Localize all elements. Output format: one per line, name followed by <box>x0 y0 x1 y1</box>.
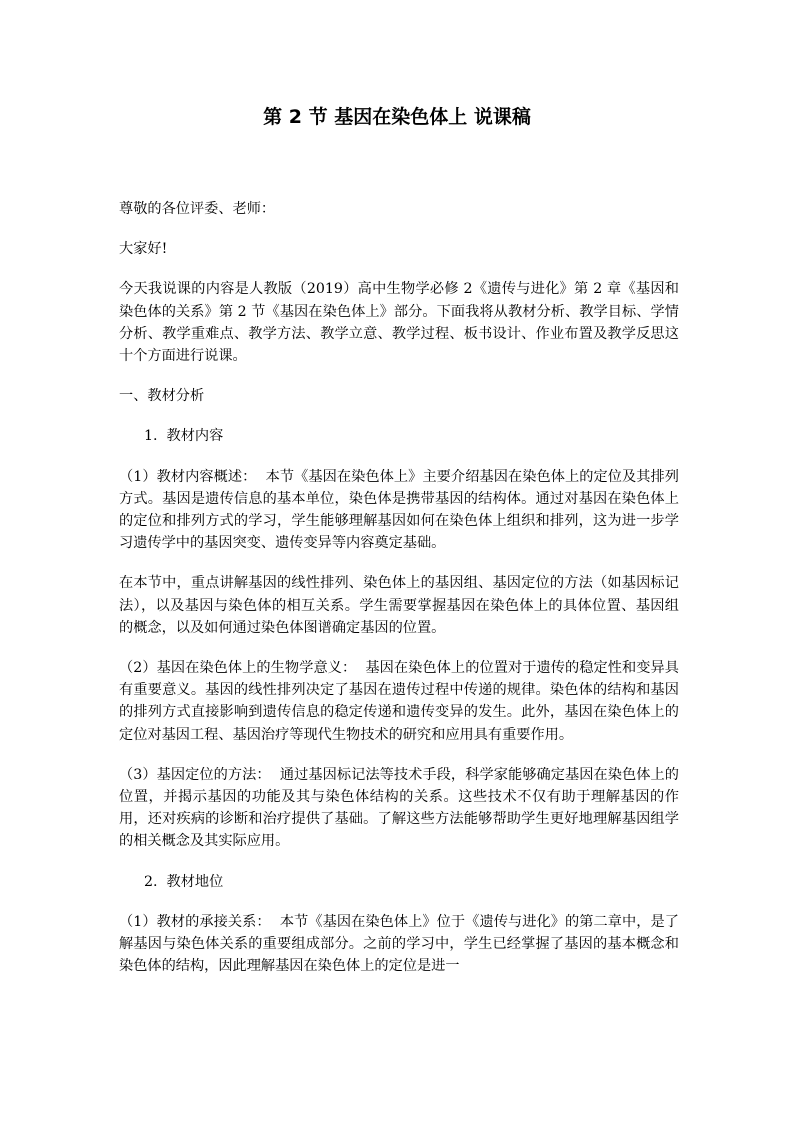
subsection-heading: 2. 教材地位 <box>144 873 224 890</box>
body-paragraph: （1）教材的承接关系： 本节《基因在染色体上》位于《遗传与进化》的第二章中，是了解基因与染色体关系的重要组成部分。之前的学习中，学生已经掌握了基因的基本概念和染色体的结构，因此理解基因在染色体上的定位是进一 <box>119 913 679 975</box>
body-paragraph: （1）教材内容概述： 本节《基因在染色体上》主要介绍基因在染色体上的定位及其排列方式。基因是遗传信息的基本单位，染色体是携带基因的结构体。通过对基因在染色体上的定位和排列方式的学习，学生能够理解基因如何在染色体上组织和排列，这为进一步学习遗传学中的基因突变、遗传变异等内容奠定基础。 <box>119 468 679 552</box>
body-paragraph: （3）基因定位的方法： 通过基因标记法等技术手段，科学家能够确定基因在染色体上的位置，并揭示基因的功能及其与染色体结构的关系。这些技术不仅有助于理解基因的作用，还对疾病的诊断和治疗提供了基础。了解这些方法能够帮助学生更好地理解基因组学的相关概念及其实际应用。 <box>119 766 679 850</box>
body-paragraph: 在本节中，重点讲解基因的线性排列、染色体上的基因组、基因定位的方法（如基因标记法），以及基因与染色体的相互关系。学生需要掌握基因在染色体上的具体位置、基因组的概念，以及如何通过染色体图谱确定基因的位置。 <box>119 575 679 636</box>
section-heading: 一、教材分析 <box>119 388 205 405</box>
greeting-line: 尊敬的各位评委、老师： <box>119 201 276 217</box>
intro-paragraph: 今天我说课的内容是人教版（2019）高中生物学必修 2《遗传与进化》第 2 章《基因和染色体的关系》第 2 节《基因在染色体上》部分。下面我将从教材分析、教学目标、学情分析、教学重难点、教学方法、教学立意、教学过程、板书设计、作业布置及教学反思这十个方面进行说课。 <box>119 281 679 365</box>
salutation-line: 大家好! <box>119 241 168 258</box>
subsection-heading: 1. 教材内容 <box>144 428 224 445</box>
page-title: 第 2 节 基因在染色体上 说课稿 <box>263 106 531 128</box>
body-paragraph: （2）基因在染色体上的生物学意义： 基因在染色体上的位置对于遗传的稳定性和变异具有重要意义。基因的线性排列决定了基因在遗传过程中传递的规律。染色体的结构和基因的排列方式直接影响到遗传信息的稳定传递和遗传变异的发生。此外，基因在染色体上的定位对基因工程、基因治疗等现代生物技术的研究和应用具有重要作用。 <box>119 660 679 743</box>
document-body <box>119 198 679 995</box>
